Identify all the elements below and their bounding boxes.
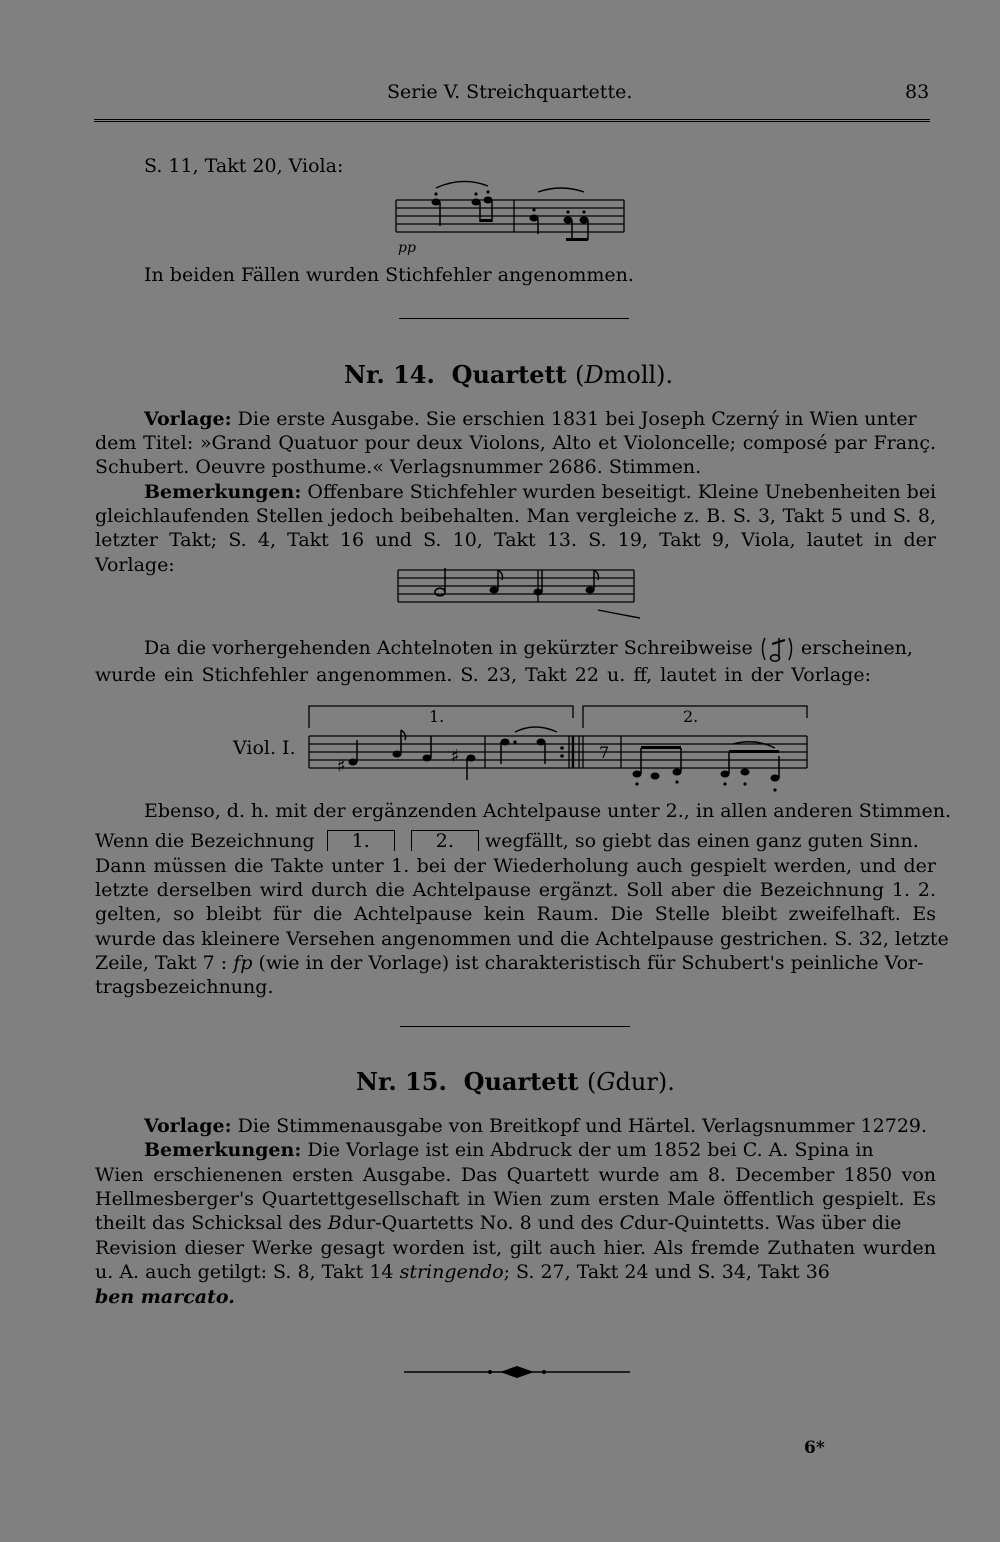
nr14-bemerkungen-line-3: letzter Takt; S. 4, Takt 16 und S. 10, Takt 13. S. 19, Takt 9, Viola, lautet in der <box>95 529 936 551</box>
volta-2: 2. <box>683 707 699 726</box>
marker-box-2: 2. <box>411 830 479 851</box>
viol-label: Viol. I. <box>233 737 296 759</box>
nr15-line-2: Wien erschienenen ersten Ausgabe. Das Quartett wurde am 8. December 1850 von <box>95 1164 936 1186</box>
dynamic-pp: pp <box>398 240 416 256</box>
nr15-line-3: Hellmesberger's Quartettgesellschaft in Wien zum ersten Male öffentlich gespielt. Es <box>95 1188 936 1210</box>
page-number: 83 <box>905 81 930 103</box>
eighth-note-symbol <box>759 634 795 664</box>
nr15-heading: Nr. 15. Quartett (Gdur). <box>356 1067 675 1096</box>
nr14-vorlage-line-2: dem Titel: »Grand Quatuor pour deux Violons, Alto et Violoncelle; composé par Franç. <box>95 432 936 454</box>
nr14-bemerkungen-line-1: Bemerkungen: Offenbare Stichfehler wurden beseitigt. Kleine Unebenheiten bei <box>144 481 937 503</box>
nr14-wenn-line: Wenn die Bezeichnung 1. 2. wegfällt, so giebt das einen ganz guten Sinn. <box>95 830 919 852</box>
remark-line: In beiden Fällen wurden Stichfehler angenommen. <box>144 264 634 286</box>
nr14-final-line-1: Dann müssen die Takte unter 1. bei der Wiederholung auch gespielt werden, und der <box>95 855 936 877</box>
music-example-3 <box>305 700 815 800</box>
svg-text:7: 7 <box>599 743 610 762</box>
nr15-line-6: u. A. auch getilgt: S. 8, Takt 14 stringendo; S. 27, Takt 24 und S. 34, Takt 36 <box>95 1261 830 1283</box>
nr14-final-line-3: gelten, so bleibt für die Achtelpause kein Raum. Die Stelle bleibt zweifelhaft. Es <box>95 903 936 925</box>
svg-text:♯: ♯ <box>337 756 346 777</box>
volta-1: 1. <box>429 707 445 726</box>
nr14-after-ex2-line-2: wurde ein Stichfehler angenommen. S. 23, Takt 22 u. ff, lautet in der Vorlage: <box>95 664 871 686</box>
nr14-bemerkungen-line-2: gleichlaufenden Stellen jedoch beibehalten. Man vergleiche z. B. S. 3, Takt 5 und S. 8, <box>95 505 936 527</box>
nr14-final-line-2: letzte derselben wird durch die Achtelpause ergänzt. Soll aber die Bezeichnung 1. 2. <box>95 879 936 901</box>
nr14-zeile-line: Zeile, Takt 7 : fp (wie in der Vorlage) ist charakteristisch für Schubert's peinliche Vor- <box>95 952 924 974</box>
section-divider-2 <box>400 1026 630 1027</box>
nr14-final-line-4: wurde das kleinere Versehen angenommen und die Achtelpause gestrichen. S. 32, letzte <box>95 928 949 950</box>
nr15-line-5: Revision dieser Werke gesagt worden ist, gilt auch hier. Als fremde Zuthaten wurden <box>95 1237 936 1259</box>
footer-signature: 6* <box>804 1438 825 1458</box>
nr14-last-line: tragsbezeichnung. <box>95 976 274 998</box>
nr14-vorlage-line-1: Vorlage: Die erste Ausgabe. Sie erschien 1831 bei Joseph Czerný in Wien unter <box>144 408 917 430</box>
header-rule <box>94 119 930 124</box>
music-example-1 <box>396 176 628 256</box>
nr14-bemerkungen-line-4: Vorlage: <box>95 554 175 576</box>
nr14-vorlage-line-3: Schubert. Oeuvre posthume.« Verlagsnummer 2686. Stimmen. <box>95 456 702 478</box>
marker-box-1: 1. <box>327 830 395 851</box>
nr14-after-ex2-line-1: Da die vorhergehenden Achtelnoten in gekürzter Schreibweise erscheinen, <box>144 634 936 664</box>
ref-label: S. 11, Takt 20, Viola: <box>144 155 344 177</box>
running-title: Serie V. Streichquartette. <box>387 81 633 103</box>
ornament-divider <box>404 1364 630 1380</box>
nr15-line-4: theilt das Schicksal des Bdur-Quartetts No. 8 und des Cdur-Quintetts. Was über die <box>95 1212 902 1234</box>
nr14-ebenso-line: Ebenso, d. h. mit der ergänzenden Achtelpause unter 2., in allen anderen Stimmen. <box>144 800 952 822</box>
section-divider-1 <box>399 318 629 319</box>
nr14-heading: Nr. 14. Quartett (Dmoll). <box>344 360 674 389</box>
nr15-line-7: ben marcato. <box>95 1286 235 1308</box>
svg-text:♯: ♯ <box>451 746 460 767</box>
nr15-vorlage-line: Vorlage: Die Stimmenausgabe von Breitkopf und Härtel. Verlagsnummer 12729. <box>144 1115 928 1137</box>
music-example-2 <box>398 562 642 622</box>
nr15-bemerkungen-line-1: Bemerkungen: Die Vorlage ist ein Abdruck der um 1852 bei C. A. Spina in <box>144 1139 874 1161</box>
